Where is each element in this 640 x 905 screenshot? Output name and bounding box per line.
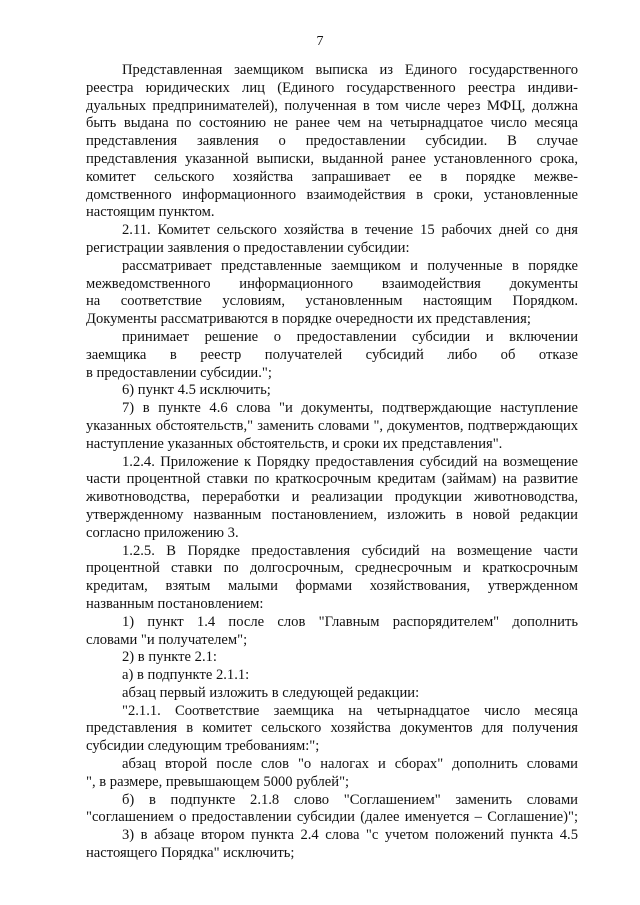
- text-line: согласно приложению 3.: [86, 524, 239, 541]
- text-line: представления заявления о предоставлении субсидии. В случае: [86, 133, 578, 150]
- text-line: 2.11. Комитет сельского хозяйства в течение 15 рабочих дней со дня: [122, 222, 578, 239]
- text-line: абзац второй после слов "о налогах и сборах" дополнить словами: [122, 756, 578, 773]
- text-line: в предоставлении субсидии.";: [86, 364, 272, 381]
- text-line: настоящего Порядка" исключить;: [86, 845, 295, 862]
- text-line: представления указанной выписки, выданной ранее установленного срока,: [86, 150, 578, 167]
- text-line: Документы рассматриваются в порядке очередности их представления;: [86, 311, 531, 328]
- text-line: а) в подпункте 2.1.1:: [122, 667, 250, 684]
- text-line: процентной ставки по долгосрочным, среднесрочным и краткосрочным: [86, 560, 578, 577]
- text-line: 2) в пункте 2.1:: [122, 649, 217, 666]
- text-line: 7) в пункте 4.6 слова "и документы, подтверждающие наступление: [122, 400, 578, 417]
- text-line: комитет сельского хозяйства запрашивает ее в порядке межве-: [86, 168, 578, 185]
- text-line: абзац первый изложить в следующей редакции:: [122, 684, 420, 701]
- text-line: субсидии следующим требованиям:";: [86, 738, 320, 755]
- text-line: кредитам, взятым малыми формами хозяйствования, утвержденном: [86, 578, 578, 595]
- text-line: заемщика в реестр получателей субсидий либо об отказе: [86, 346, 578, 363]
- text-line: 1) пункт 1.4 после слов "Главным распорядителем" дополнить: [122, 613, 578, 630]
- text-line: межведомственного информационного взаимодействия документы: [86, 275, 578, 292]
- text-line: быть выдана по состоянию не ранее чем на четырнадцатое число месяца: [86, 115, 578, 132]
- text-line: "соглашением о предоставлении субсидии (далее именуется – Соглашение)";: [86, 809, 578, 826]
- text-line: настоящим пунктом.: [86, 204, 215, 221]
- text-line: домственного информационного взаимодействия в сроки, установленные: [86, 186, 578, 203]
- text-line: указанных обстоятельств," заменить словами ", документов, подтверждающих: [86, 417, 578, 434]
- text-line: животноводства, переработки и реализации продукции животноводства,: [86, 489, 578, 506]
- text-line: на соответствие условиям, установленным настоящим Порядком.: [86, 293, 578, 310]
- text-line: б) в подпункте 2.1.8 слово "Соглашением" заменить словами: [122, 791, 578, 808]
- text-line: наступление указанных обстоятельств, и сроки их представления".: [86, 435, 503, 452]
- text-line: утвержденному названным постановлением, изложить в новой редакции: [86, 506, 578, 523]
- text-line: принимает решение о предоставлении субсидии и включении: [122, 328, 578, 345]
- text-line: дуальных предпринимателей), полученная в том числе через МФЦ, должна: [86, 97, 578, 114]
- text-line: реестра юридических лиц (Единого государственного реестра индиви-: [86, 79, 578, 96]
- page-number: 7: [316, 34, 324, 49]
- text-line: 6) пункт 4.5 исключить;: [122, 382, 271, 399]
- text-line: представления в комитет сельского хозяйства документов для получения: [86, 720, 578, 737]
- text-line: названным постановлением:: [86, 595, 264, 612]
- text-line: 3) в абзаце втором пункта 2.4 слова "с учетом положений пункта 4.5: [122, 827, 578, 844]
- text-line: 1.2.4. Приложение к Порядку предоставления субсидий на возмещение: [122, 453, 578, 470]
- document-body: [86, 62, 578, 863]
- text-line: регистрации заявления о предоставлении субсидии:: [86, 239, 410, 256]
- text-line: 1.2.5. В Порядке предоставления субсидий на возмещение части: [122, 542, 578, 559]
- text-line: Представленная заемщиком выписка из Единого государственного: [122, 62, 578, 78]
- text-line: словами "и получателем";: [86, 631, 248, 648]
- text-line: ", в размере, превышающем 5000 рублей";: [86, 773, 350, 790]
- text-line: части процентной ставки по краткосрочным кредитам (займам) на развитие: [86, 471, 578, 488]
- text-line: "2.1.1. Соответствие заемщика на четырнадцатое число месяца: [122, 702, 578, 719]
- text-line: рассматривает представленные заемщиком и полученные в порядке: [122, 257, 578, 274]
